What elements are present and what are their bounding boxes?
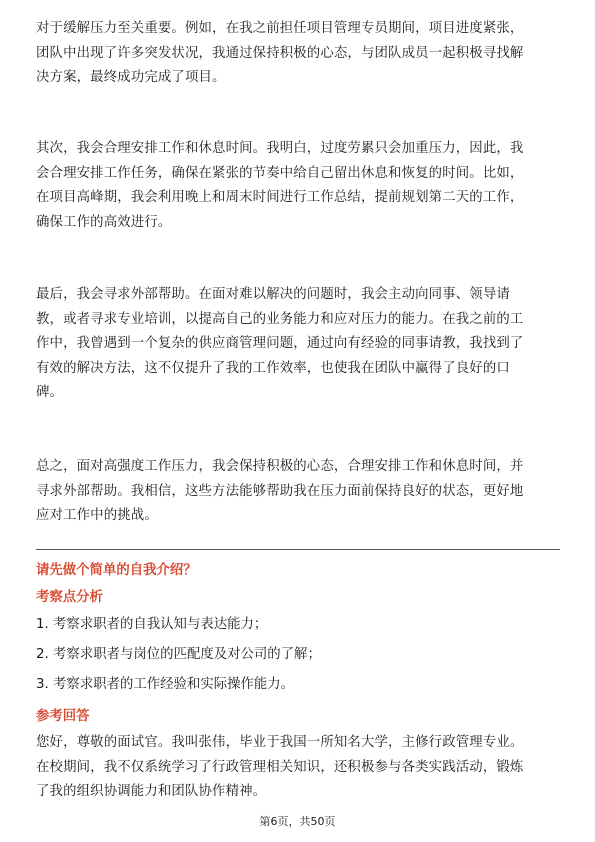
text-line: 在校期间，我不仅系统学习了行政管理相关知识，还积极参与各类实践活动，锻炼 (36, 759, 524, 775)
analysis-heading: 考察点分析 (36, 590, 103, 605)
text-line: 团队中出现了许多突发状况，我通过保持积极的心态，与团队成员一起积极寻找解 (36, 45, 524, 61)
paragraph-external-help (36, 283, 560, 406)
text-line: 对于缓解压力至关重要。例如，在我之前担任项目管理专员期间，项目进度紧张， (36, 21, 524, 36)
text-line: 决方案，最终成功完成了项目。 (36, 70, 226, 85)
text-line: 作中，我曾遇到一个复杂的供应商管理问题，通过向有经验的同事请教，我找到了 (36, 336, 524, 351)
text-line: 您好，尊敬的面试官。我叫张伟，毕业于我国一所知名大学，主修行政管理专业。 (36, 735, 524, 750)
text-line: 会合理安排工作任务，确保在紧张的节奏中给自己留出休息和恢复的时间。比如， (36, 165, 524, 181)
text-line: 总之，面对高强度工作压力，我会保持积极的心态，合理安排工作和休息时间，并 (36, 459, 524, 474)
text-line: 教，或者寻求专业培训，以提高自己的业务能力和应对压力的能力。在我之前的工 (36, 311, 524, 327)
text-line: 了我的组织协调能力和团队协作精神。 (36, 784, 267, 799)
text-line: 有效的解决方法，这不仅提升了我的工作效率，也使我在团队中赢得了良好的口 (36, 360, 510, 376)
text-line: 寻求外部帮助。我相信，这些方法能够帮助我在压力面前保持良好的状态，更好地 (36, 483, 524, 499)
paragraph-work-rest-balance (36, 137, 560, 235)
page-footer: 第6页，共50页 (259, 815, 336, 828)
paragraph-summary (36, 455, 560, 529)
text-line: 最后，我会寻求外部帮助。在面对难以解决的问题时，我会主动向同事、领导请 (36, 287, 510, 302)
text-line: 碑。 (36, 385, 64, 400)
text-line: 其次，我会合理安排工作和休息时间。我明白，过度劳累只会加重压力，因此，我 (36, 141, 524, 156)
analysis-item: 3. 考察求职者的工作经验和实际操作能力。 (36, 677, 295, 692)
answer-paragraph (36, 731, 560, 805)
text-line: 在项目高峰期，我会利用晚上和周末时间进行工作总结，提前规划第二天的工作， (36, 190, 524, 205)
section-divider (36, 549, 560, 550)
analysis-item: 1. 考察求职者的自我认知与表达能力； (36, 617, 268, 632)
question-heading: 请先做个简单的自我介绍？ (36, 563, 197, 578)
text-line: 应对工作中的挑战。 (36, 508, 158, 523)
text-line: 确保工作的高效进行。 (36, 214, 172, 230)
answer-heading: 参考回答 (36, 709, 90, 724)
paragraph-stress-relief (36, 17, 560, 91)
analysis-item: 2. 考察求职者与岗位的匹配度及对公司的了解； (36, 647, 321, 662)
